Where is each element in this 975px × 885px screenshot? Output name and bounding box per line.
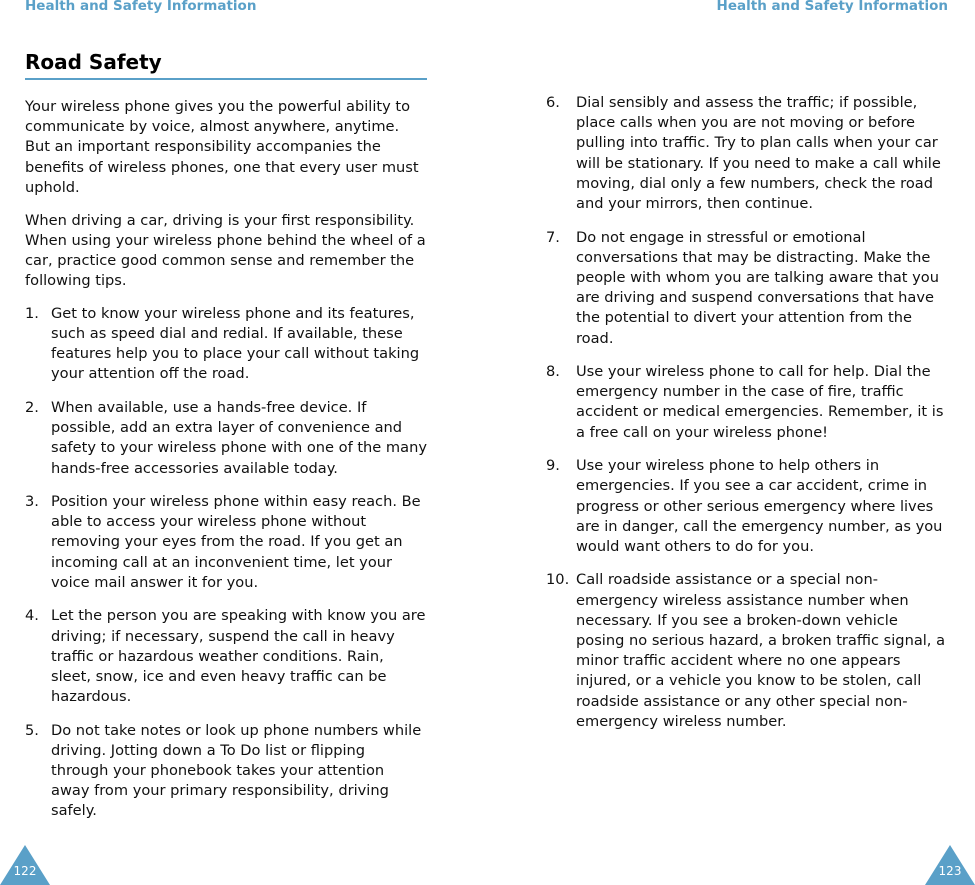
page-number-marker-left [0,845,50,885]
item-number: 2. [25,398,39,416]
item-text: Dial sensibly and assess the traffic; if possible, place calls when you are not moving or before pulling into traffic. Try to plan calls when your car will be stationary. If you need to make a call while moving, dial only a few numbers, check the road and your mirrors, then continue. [576,94,941,213]
item-number: 10. [546,571,570,589]
item-number: 1. [25,304,39,322]
item-text: When available, use a hands-free device. If possible, add an extra layer of convenience and safety to your wireless phone with one of the many hands-free accessories available today. [51,398,427,477]
list-item [25,398,427,479]
item-text: Use your wireless phone to call for help. Dial the emergency number in the case of fire, traffic accident or medical emergencies. Remember, it is a free call on your wireless phone! [576,363,944,441]
item-number: 9. [546,457,560,475]
item-text: Do not take notes or look up phone numbers while driving. Jotting down a To Do list or flipping through your phonebook takes your attention away from your primary responsibility, driving safely. [51,721,422,820]
item-number: 4. [25,607,39,625]
page-number-marker-right [925,845,975,885]
list-item [546,456,948,557]
intro-paragraph: When driving a car, driving is your first responsibility. When using your wireless phone behind the wheel of a car, practice good common sense and remember the following tips. [25,211,426,290]
tips-list-left [25,304,427,822]
item-text: Do not engage in stressful or emotional conversations that may be distracting. Make the people with whom you are talking aware that you are driving and suspend conversations that have the potential to divert your attention from the road. [576,228,939,347]
item-text: Call roadside assistance or a special non-emergency wireless assistance number when necessary. If you see a broken-down vehicle posing no serious hazard, a broken traffic signal, a minor traffic accident where no one appears injured, or a vehicle you know to be stolen, call roadside assistance or any other special non-emergency wireless number. [576,571,946,730]
section-title: Road Safety [25,50,162,74]
item-text: Get to know your wireless phone and its features, such as speed dial and redial. If available, these features help you to place your call without taking your attention off the road. [51,304,420,383]
item-number: 7. [546,228,560,246]
list-item [546,362,948,443]
tips-list-right [546,93,948,732]
item-number: 8. [546,363,560,381]
item-number: 5. [25,721,39,739]
list-item [25,721,427,822]
item-text: Position your wireless phone within easy reach. Be able to access your wireless phone without removing your eyes from the road. If you get an incoming call at an inconvenient time, let your voice mail answer it for you. [51,493,421,591]
list-item [25,304,427,385]
running-header-left: Health and Safety Information [25,0,257,14]
list-item [546,570,948,732]
list-item [25,606,427,707]
title-underline [25,78,427,80]
running-header-right: Health and Safety Information [716,0,948,14]
right-column [546,93,948,745]
item-number: 3. [25,493,39,511]
page-number-right: 123 [938,864,962,878]
item-text: Use your wireless phone to help others in emergencies. If you see a car accident, crime in progress or other serious emergency where lives are in danger, call the emergency number, as you would want others to do for you. [576,457,943,555]
intro-paragraph: Your wireless phone gives you the powerful ability to communicate by voice, almost anywhere, anytime. But an important responsibility accompanies the benefits of wireless phones, one that every user must uphold. [25,98,419,196]
list-item [546,228,948,349]
page-number-left: 122 [13,864,37,878]
left-column [25,97,427,835]
item-text: Let the person you are speaking with know you are driving; if necessary, suspend the call in heavy traffic or hazardous weather conditions. Rain, sleet, snow, ice and even heavy traffic can be hazardous. [51,607,426,706]
item-number: 6. [546,94,560,111]
list-item [546,93,948,214]
list-item [25,492,427,593]
